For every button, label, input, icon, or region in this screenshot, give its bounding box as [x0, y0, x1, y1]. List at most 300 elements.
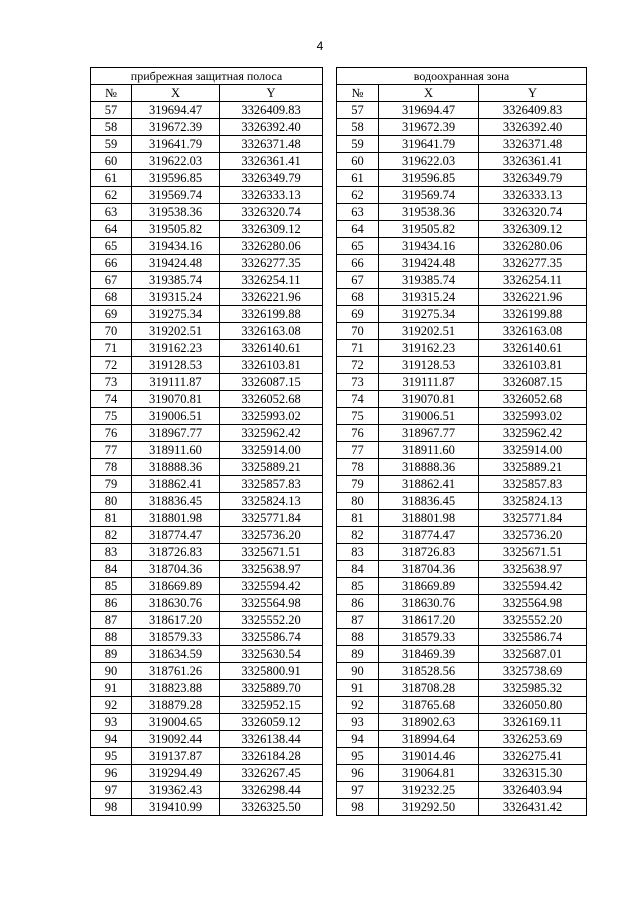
left-point-number: 97: [91, 782, 132, 799]
left-x-value: 318726.83: [132, 544, 220, 561]
table-gap: [323, 646, 337, 663]
left-y-value: 3325889.21: [220, 459, 323, 476]
right-x-value: 318911.60: [379, 442, 479, 459]
table-gap: [323, 357, 337, 374]
table-gap: [323, 391, 337, 408]
left-x-value: 319162.23: [132, 340, 220, 357]
left-point-number: 62: [91, 187, 132, 204]
left-y-value: 3325962.42: [220, 425, 323, 442]
right-point-number: 92: [337, 697, 379, 714]
right-y-value: 3326221.96: [479, 289, 587, 306]
right-x-value: 318765.68: [379, 697, 479, 714]
left-x-value: 319294.49: [132, 765, 220, 782]
right-x-value: 318726.83: [379, 544, 479, 561]
right-point-number: 87: [337, 612, 379, 629]
right-point-number: 79: [337, 476, 379, 493]
right-x-value: 319232.25: [379, 782, 479, 799]
right-x-value: 319162.23: [379, 340, 479, 357]
table-row: [91, 612, 587, 629]
right-x-value: 319596.85: [379, 170, 479, 187]
right-x-value: 319622.03: [379, 153, 479, 170]
left-point-number: 72: [91, 357, 132, 374]
right-point-number: 98: [337, 799, 379, 816]
right-y-value: 3326163.08: [479, 323, 587, 340]
right-point-number: 65: [337, 238, 379, 255]
left-point-number: 58: [91, 119, 132, 136]
table-gap: [323, 544, 337, 561]
left-y-value: 3326309.12: [220, 221, 323, 238]
table-gap: [323, 306, 337, 323]
right-y-value: 3326253.69: [479, 731, 587, 748]
column-header: №: [337, 85, 379, 102]
left-y-value: 3325564.98: [220, 595, 323, 612]
right-point-number: 83: [337, 544, 379, 561]
right-y-value: 3326199.88: [479, 306, 587, 323]
left-x-value: 319202.51: [132, 323, 220, 340]
right-y-value: 3326403.94: [479, 782, 587, 799]
table-gap: [323, 221, 337, 238]
left-y-value: 3326392.40: [220, 119, 323, 136]
right-point-number: 71: [337, 340, 379, 357]
table-row: [91, 204, 587, 221]
table-gap: [323, 476, 337, 493]
left-x-value: 318630.76: [132, 595, 220, 612]
right-x-value: 319292.50: [379, 799, 479, 816]
left-point-number: 96: [91, 765, 132, 782]
left-point-number: 92: [91, 697, 132, 714]
right-x-value: 318669.89: [379, 578, 479, 595]
right-y-value: 3325914.00: [479, 442, 587, 459]
table-gap: [323, 153, 337, 170]
left-y-value: 3326371.48: [220, 136, 323, 153]
left-y-value: 3325952.15: [220, 697, 323, 714]
left-point-number: 80: [91, 493, 132, 510]
left-point-number: 82: [91, 527, 132, 544]
table-gap: [323, 68, 337, 85]
left-point-number: 70: [91, 323, 132, 340]
right-y-value: 3326277.35: [479, 255, 587, 272]
table-row: [91, 238, 587, 255]
left-x-value: 319569.74: [132, 187, 220, 204]
right-y-value: 3326361.41: [479, 153, 587, 170]
table-row: [91, 357, 587, 374]
right-y-value: 3325586.74: [479, 629, 587, 646]
right-y-value: 3325962.42: [479, 425, 587, 442]
left-y-value: 3325630.54: [220, 646, 323, 663]
left-y-value: 3325824.13: [220, 493, 323, 510]
right-y-value: 3326280.06: [479, 238, 587, 255]
table-row: [91, 731, 587, 748]
right-point-number: 61: [337, 170, 379, 187]
table-gap: [323, 510, 337, 527]
left-x-value: 318967.77: [132, 425, 220, 442]
column-header: №: [91, 85, 132, 102]
left-y-value: 3325800.91: [220, 663, 323, 680]
right-point-number: 84: [337, 561, 379, 578]
left-point-number: 63: [91, 204, 132, 221]
right-x-value: 319424.48: [379, 255, 479, 272]
table-gap: [323, 697, 337, 714]
column-header: Y: [479, 85, 587, 102]
right-table-title: водоохранная зона: [337, 68, 587, 85]
left-x-value: 319385.74: [132, 272, 220, 289]
right-x-value: 319315.24: [379, 289, 479, 306]
left-x-value: 319111.87: [132, 374, 220, 391]
left-x-value: 319672.39: [132, 119, 220, 136]
left-y-value: 3325914.00: [220, 442, 323, 459]
table-row: [91, 799, 587, 816]
left-x-value: 319315.24: [132, 289, 220, 306]
left-x-value: 319410.99: [132, 799, 220, 816]
left-point-number: 94: [91, 731, 132, 748]
left-point-number: 85: [91, 578, 132, 595]
right-y-value: 3326254.11: [479, 272, 587, 289]
right-x-value: 318862.41: [379, 476, 479, 493]
table-gap: [323, 187, 337, 204]
table-gap: [323, 85, 337, 102]
table-gap: [323, 748, 337, 765]
table-row: [91, 680, 587, 697]
left-y-value: 3325736.20: [220, 527, 323, 544]
right-point-number: 80: [337, 493, 379, 510]
right-y-value: 3325594.42: [479, 578, 587, 595]
right-point-number: 62: [337, 187, 379, 204]
table-row: [91, 425, 587, 442]
right-x-value: 319202.51: [379, 323, 479, 340]
right-point-number: 57: [337, 102, 379, 119]
left-point-number: 83: [91, 544, 132, 561]
left-y-value: 3326138.44: [220, 731, 323, 748]
table-row: [91, 442, 587, 459]
right-y-value: 3326315.30: [479, 765, 587, 782]
left-x-value: 319092.44: [132, 731, 220, 748]
left-y-value: 3326103.81: [220, 357, 323, 374]
table-header-row: [91, 85, 587, 102]
right-x-value: 319014.46: [379, 748, 479, 765]
right-x-value: 319672.39: [379, 119, 479, 136]
table-row: [91, 391, 587, 408]
right-x-value: 319569.74: [379, 187, 479, 204]
right-y-value: 3325824.13: [479, 493, 587, 510]
right-point-number: 75: [337, 408, 379, 425]
left-point-number: 64: [91, 221, 132, 238]
left-point-number: 66: [91, 255, 132, 272]
right-point-number: 58: [337, 119, 379, 136]
right-point-number: 93: [337, 714, 379, 731]
right-x-value: 319064.81: [379, 765, 479, 782]
left-y-value: 3326254.11: [220, 272, 323, 289]
left-x-value: 319505.82: [132, 221, 220, 238]
right-x-value: 318630.76: [379, 595, 479, 612]
table-row: [91, 595, 587, 612]
left-point-number: 57: [91, 102, 132, 119]
page-number: 4: [316, 39, 324, 53]
right-y-value: 3326087.15: [479, 374, 587, 391]
right-y-value: 3326371.48: [479, 136, 587, 153]
right-point-number: 72: [337, 357, 379, 374]
left-point-number: 67: [91, 272, 132, 289]
right-point-number: 59: [337, 136, 379, 153]
left-x-value: 318704.36: [132, 561, 220, 578]
left-x-value: 319137.87: [132, 748, 220, 765]
table-gap: [323, 680, 337, 697]
right-y-value: 3326103.81: [479, 357, 587, 374]
right-x-value: 319385.74: [379, 272, 479, 289]
table-gap: [323, 374, 337, 391]
left-y-value: 3326184.28: [220, 748, 323, 765]
right-x-value: 319006.51: [379, 408, 479, 425]
table-row: [91, 663, 587, 680]
table-row: [91, 323, 587, 340]
right-y-value: 3326309.12: [479, 221, 587, 238]
table-gap: [323, 170, 337, 187]
right-y-value: 3325993.02: [479, 408, 587, 425]
left-y-value: 3325771.84: [220, 510, 323, 527]
left-point-number: 81: [91, 510, 132, 527]
left-table-title: прибрежная защитная полоса: [91, 68, 323, 85]
table-row: [91, 765, 587, 782]
coordinates-table: [90, 67, 587, 816]
table-gap: [323, 119, 337, 136]
left-y-value: 3326163.08: [220, 323, 323, 340]
right-point-number: 68: [337, 289, 379, 306]
table-gap: [323, 136, 337, 153]
left-x-value: 318774.47: [132, 527, 220, 544]
table-row: [91, 153, 587, 170]
table-row: [91, 714, 587, 731]
table-gap: [323, 442, 337, 459]
left-x-value: 319596.85: [132, 170, 220, 187]
right-point-number: 74: [337, 391, 379, 408]
right-x-value: 318469.39: [379, 646, 479, 663]
right-point-number: 82: [337, 527, 379, 544]
left-y-value: 3326361.41: [220, 153, 323, 170]
left-x-value: 318579.33: [132, 629, 220, 646]
table-row: [91, 493, 587, 510]
right-y-value: 3326409.83: [479, 102, 587, 119]
right-point-number: 73: [337, 374, 379, 391]
left-y-value: 3325638.97: [220, 561, 323, 578]
right-point-number: 88: [337, 629, 379, 646]
left-point-number: 88: [91, 629, 132, 646]
right-y-value: 3326431.42: [479, 799, 587, 816]
right-x-value: 318967.77: [379, 425, 479, 442]
right-y-value: 3326392.40: [479, 119, 587, 136]
left-point-number: 86: [91, 595, 132, 612]
table-row: [91, 408, 587, 425]
right-x-value: 318774.47: [379, 527, 479, 544]
left-x-value: 318823.88: [132, 680, 220, 697]
table-gap: [323, 289, 337, 306]
right-point-number: 64: [337, 221, 379, 238]
left-point-number: 61: [91, 170, 132, 187]
left-point-number: 78: [91, 459, 132, 476]
right-point-number: 97: [337, 782, 379, 799]
right-point-number: 60: [337, 153, 379, 170]
right-y-value: 3325889.21: [479, 459, 587, 476]
left-point-number: 68: [91, 289, 132, 306]
right-point-number: 67: [337, 272, 379, 289]
table-row: [91, 459, 587, 476]
column-header: Y: [220, 85, 323, 102]
right-y-value: 3325985.32: [479, 680, 587, 697]
table-gap: [323, 527, 337, 544]
left-point-number: 89: [91, 646, 132, 663]
left-y-value: 3325857.83: [220, 476, 323, 493]
table-row: [91, 544, 587, 561]
left-y-value: 3326267.45: [220, 765, 323, 782]
right-x-value: 318708.28: [379, 680, 479, 697]
right-x-value: 319694.47: [379, 102, 479, 119]
table-gap: [323, 272, 337, 289]
table-row: [91, 476, 587, 493]
right-point-number: 77: [337, 442, 379, 459]
table-row: [91, 578, 587, 595]
left-point-number: 73: [91, 374, 132, 391]
table-gap: [323, 255, 337, 272]
left-x-value: 318836.45: [132, 493, 220, 510]
right-x-value: 318579.33: [379, 629, 479, 646]
right-x-value: 318994.64: [379, 731, 479, 748]
left-point-number: 74: [91, 391, 132, 408]
left-point-number: 93: [91, 714, 132, 731]
right-point-number: 76: [337, 425, 379, 442]
table-row: [91, 340, 587, 357]
right-x-value: 318528.56: [379, 663, 479, 680]
left-point-number: 76: [91, 425, 132, 442]
left-y-value: 3326298.44: [220, 782, 323, 799]
table-row: [91, 255, 587, 272]
right-y-value: 3325638.97: [479, 561, 587, 578]
right-x-value: 318617.20: [379, 612, 479, 629]
right-y-value: 3326275.41: [479, 748, 587, 765]
left-y-value: 3326059.12: [220, 714, 323, 731]
left-x-value: 319424.48: [132, 255, 220, 272]
left-x-value: 318888.36: [132, 459, 220, 476]
right-x-value: 319070.81: [379, 391, 479, 408]
left-y-value: 3326277.35: [220, 255, 323, 272]
right-point-number: 63: [337, 204, 379, 221]
table-gap: [323, 765, 337, 782]
right-x-value: 319538.36: [379, 204, 479, 221]
left-x-value: 319004.65: [132, 714, 220, 731]
table-gap: [323, 102, 337, 119]
left-y-value: 3325671.51: [220, 544, 323, 561]
table-row: [91, 170, 587, 187]
left-y-value: 3326221.96: [220, 289, 323, 306]
left-y-value: 3326333.13: [220, 187, 323, 204]
right-y-value: 3325771.84: [479, 510, 587, 527]
table-gap: [323, 595, 337, 612]
left-point-number: 59: [91, 136, 132, 153]
table-gap: [323, 323, 337, 340]
right-point-number: 69: [337, 306, 379, 323]
right-x-value: 319111.87: [379, 374, 479, 391]
left-y-value: 3326140.61: [220, 340, 323, 357]
right-point-number: 81: [337, 510, 379, 527]
left-x-value: 319275.34: [132, 306, 220, 323]
table-row: [91, 748, 587, 765]
right-point-number: 86: [337, 595, 379, 612]
table-row: [91, 697, 587, 714]
left-point-number: 75: [91, 408, 132, 425]
left-point-number: 77: [91, 442, 132, 459]
left-y-value: 3325993.02: [220, 408, 323, 425]
left-x-value: 319694.47: [132, 102, 220, 119]
left-point-number: 65: [91, 238, 132, 255]
left-x-value: 318669.89: [132, 578, 220, 595]
left-x-value: 319641.79: [132, 136, 220, 153]
table-row: [91, 221, 587, 238]
right-point-number: 66: [337, 255, 379, 272]
right-x-value: 318902.63: [379, 714, 479, 731]
table-gap: [323, 731, 337, 748]
right-point-number: 95: [337, 748, 379, 765]
left-y-value: 3325586.74: [220, 629, 323, 646]
left-y-value: 3326199.88: [220, 306, 323, 323]
right-x-value: 318704.36: [379, 561, 479, 578]
right-point-number: 94: [337, 731, 379, 748]
right-x-value: 319641.79: [379, 136, 479, 153]
table-row: [91, 289, 587, 306]
table-gap: [323, 799, 337, 816]
right-y-value: 3326140.61: [479, 340, 587, 357]
left-y-value: 3326349.79: [220, 170, 323, 187]
table-title-row: [91, 68, 587, 85]
table-gap: [323, 663, 337, 680]
right-y-value: 3325738.69: [479, 663, 587, 680]
right-point-number: 90: [337, 663, 379, 680]
left-x-value: 318634.59: [132, 646, 220, 663]
left-x-value: 319622.03: [132, 153, 220, 170]
left-x-value: 318862.41: [132, 476, 220, 493]
right-y-value: 3326320.74: [479, 204, 587, 221]
left-x-value: 319362.43: [132, 782, 220, 799]
right-y-value: 3326333.13: [479, 187, 587, 204]
right-point-number: 91: [337, 680, 379, 697]
left-point-number: 87: [91, 612, 132, 629]
table-gap: [323, 612, 337, 629]
table-row: [91, 374, 587, 391]
table-gap: [323, 459, 337, 476]
right-y-value: 3326052.68: [479, 391, 587, 408]
table-row: [91, 306, 587, 323]
right-x-value: 318888.36: [379, 459, 479, 476]
left-point-number: 91: [91, 680, 132, 697]
left-point-number: 79: [91, 476, 132, 493]
left-point-number: 69: [91, 306, 132, 323]
column-header: X: [379, 85, 479, 102]
right-point-number: 89: [337, 646, 379, 663]
left-x-value: 319538.36: [132, 204, 220, 221]
left-point-number: 71: [91, 340, 132, 357]
left-x-value: 319128.53: [132, 357, 220, 374]
left-y-value: 3326320.74: [220, 204, 323, 221]
table-row: [91, 561, 587, 578]
right-y-value: 3325671.51: [479, 544, 587, 561]
table-gap: [323, 782, 337, 799]
left-point-number: 84: [91, 561, 132, 578]
right-y-value: 3325552.20: [479, 612, 587, 629]
table-gap: [323, 714, 337, 731]
table-row: [91, 102, 587, 119]
right-x-value: 318801.98: [379, 510, 479, 527]
right-point-number: 96: [337, 765, 379, 782]
left-y-value: 3325889.70: [220, 680, 323, 697]
right-point-number: 85: [337, 578, 379, 595]
left-y-value: 3326280.06: [220, 238, 323, 255]
table-gap: [323, 561, 337, 578]
